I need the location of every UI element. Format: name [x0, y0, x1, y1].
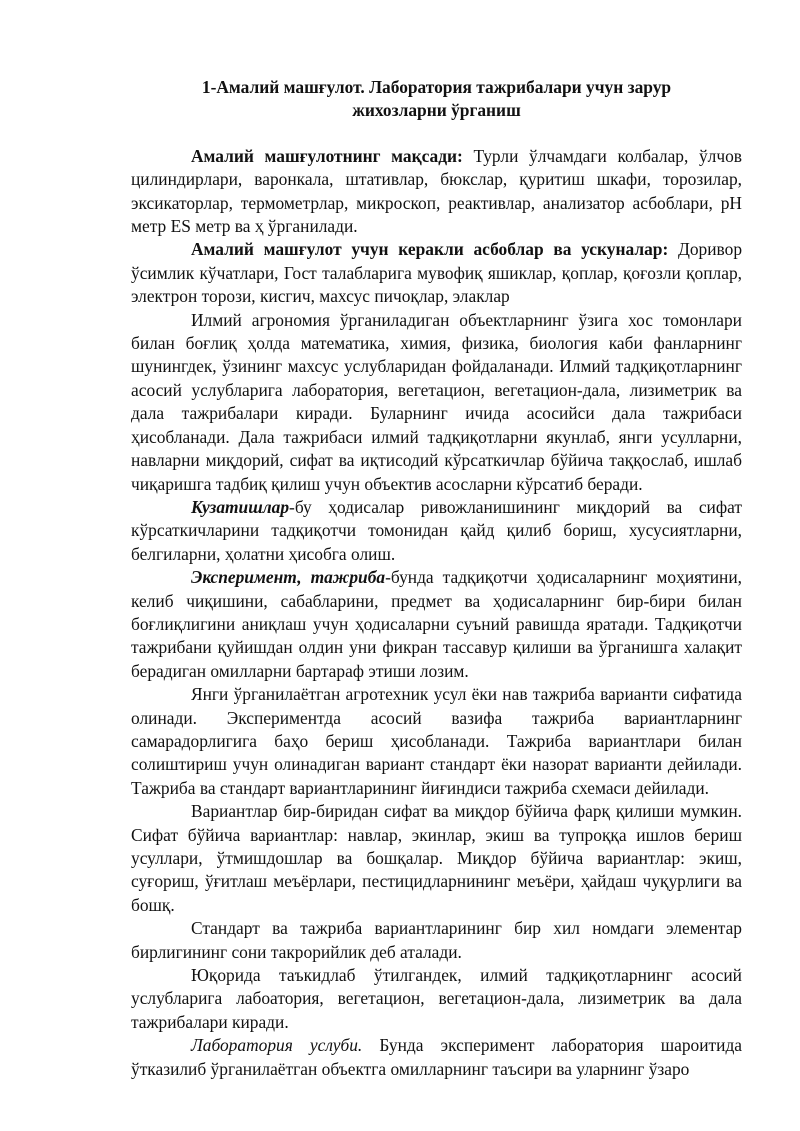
paragraph-text: Турли ўлчамдаги колбалар, ўлчов цилиндирлари, варонкала, штативлар, бюкслар, қуритиш шкафи, торозилар, эксикаторлар, термометрлар, микроскоп, реактивлар, анализатор асбоблари, pH метр ES метр ва ҳ ўрганилади.	[131, 145, 742, 237]
paragraph-methods	[131, 964, 742, 1034]
paragraph-agronomy	[131, 309, 742, 496]
paragraph-text: -бунда тадқиқотчи ҳодисаларнинг моҳиятини, келиб чиқишини, сабабларини, предмет ва ҳодисаларнинг бир-бири билан боғлиқлигини аниқлаш учун ҳодисаларни суъний равишда яратади. Тадқиқотчи тажрибани қуйишдан олдин уни фикран тассавур қилиши ва ўрганишга халақит берадиган омилларни бартараф этиши лозим.	[131, 567, 742, 681]
paragraph-observations	[131, 496, 742, 566]
paragraph-lead: Амалий машғулотнинг мақсади:	[191, 145, 463, 166]
paragraph-text: Юқорида таъкидлаб ўтилгандек, илмий тадқиқотларнинг асосий услубларига лабоатория, вегетацион, вегетацион-дала, лизиметрик ва дала тажрибалари киради.	[131, 965, 742, 1032]
title-line-1: 1-Амалий машғулот. Лаборатория тажрибалари учун зарур	[201, 77, 672, 97]
paragraph-text: Доривор ўсимлик кўчатлари, Гост талабларига мувофиқ яшиклар, қоплар, қоғозли қоплар, электрон торози, кисгич, махсус пичоқлар, элаклар	[131, 239, 743, 307]
paragraph-lab-method	[131, 1034, 742, 1081]
paragraph-text: -бу ҳодисалар ривожланишининг миқдорий ва сифат кўрсаткичларини тадқиқотчи томонидан қайд қилиб бориш, хусусиятларни, белгиларни, ҳолатни ҳисобга олиш.	[131, 496, 742, 564]
paragraph-lead: Лаборатория услуби.	[191, 1035, 363, 1056]
paragraph-text: Илмий агрономия ўрганиладиган объектларнинг ўзига хос томонлари билан боғлиқ ҳолда математика, химия, физика, биология каби фанларнинг шунингдек, ўзининг махсус услубларидан фойдаланади. Илмий тадқиқотларнинг асосий услубларига лаборатория, вегетацион, вегетацион-дала, лизиметрик ва дала тажрибалари киради. Буларнинг ичида асосийси дала тажрибаси ҳисобланади. Дала тажрибаси илмий тадқиқотларни якунлаб, янги усулларни, навларни миқдорий, сифат ва иқтисодий кўрсаткичлар бўйича таққослаб, ишлаб чиқаришга тадбиқ қилиш учун объектив асосларни кўрсатиб беради.	[131, 309, 742, 494]
page-title	[131, 76, 742, 123]
paragraph-lead: Эксперимент, тажриба	[191, 567, 386, 588]
document-page	[131, 76, 742, 1081]
paragraph-goal	[131, 145, 742, 239]
paragraph-text: Стандарт ва тажриба вариантларининг бир хил номдаги элементар бирлигининг сони такрорийлик деб аталади.	[131, 918, 742, 962]
paragraph-repetition	[131, 917, 742, 964]
paragraph-text: Бунда эксперимент лаборатория шароитида ўтказилиб ўрганилаётган объектга омилларнинг таъсири ва уларнинг ўзаро	[131, 1035, 743, 1079]
paragraph-variants-types	[131, 800, 742, 917]
paragraph-variants-intro	[131, 683, 742, 800]
title-line-2: жихозларни ўрганиш	[352, 100, 521, 121]
paragraph-equipment	[131, 238, 742, 308]
paragraph-text: Вариантлар бир-биридан сифат ва миқдор бўйича фарқ қилиши мумкин. Сифат бўйича вариантлар: навлар, экинлар, экиш ва тупроққа ишлов бериш усуллари, ўтмишдошлар ва бошқалар. Миқдор бўйича вариантлар: экиш, суғориш, ўғитлаш меъёрлари, пестицидларнининг меъёри, ҳайдаш чуқурлиги ва бошқ.	[131, 801, 742, 915]
paragraph-lead: Амалий машғулот учун керакли асбоблар ва ускуналар:	[191, 239, 669, 260]
paragraph-text: Янги ўрганилаётган агротехник усул ёки нав тажриба варианти сифатида олинади. Экспериментда асосий вазифа тажриба вариантларнинг самарадорлигига баҳо бериш ҳисобланади. Тажриба вариантлари билан солиштириш учун олинадиган вариант стандарт ёки назорат варианти дейилади. Тажриба ва стандарт вариантларининг йиғиндиси тажриба схемаси дейилади.	[131, 684, 742, 798]
paragraph-lead: Кузатишлар	[191, 496, 290, 517]
paragraph-experiment	[131, 566, 742, 683]
